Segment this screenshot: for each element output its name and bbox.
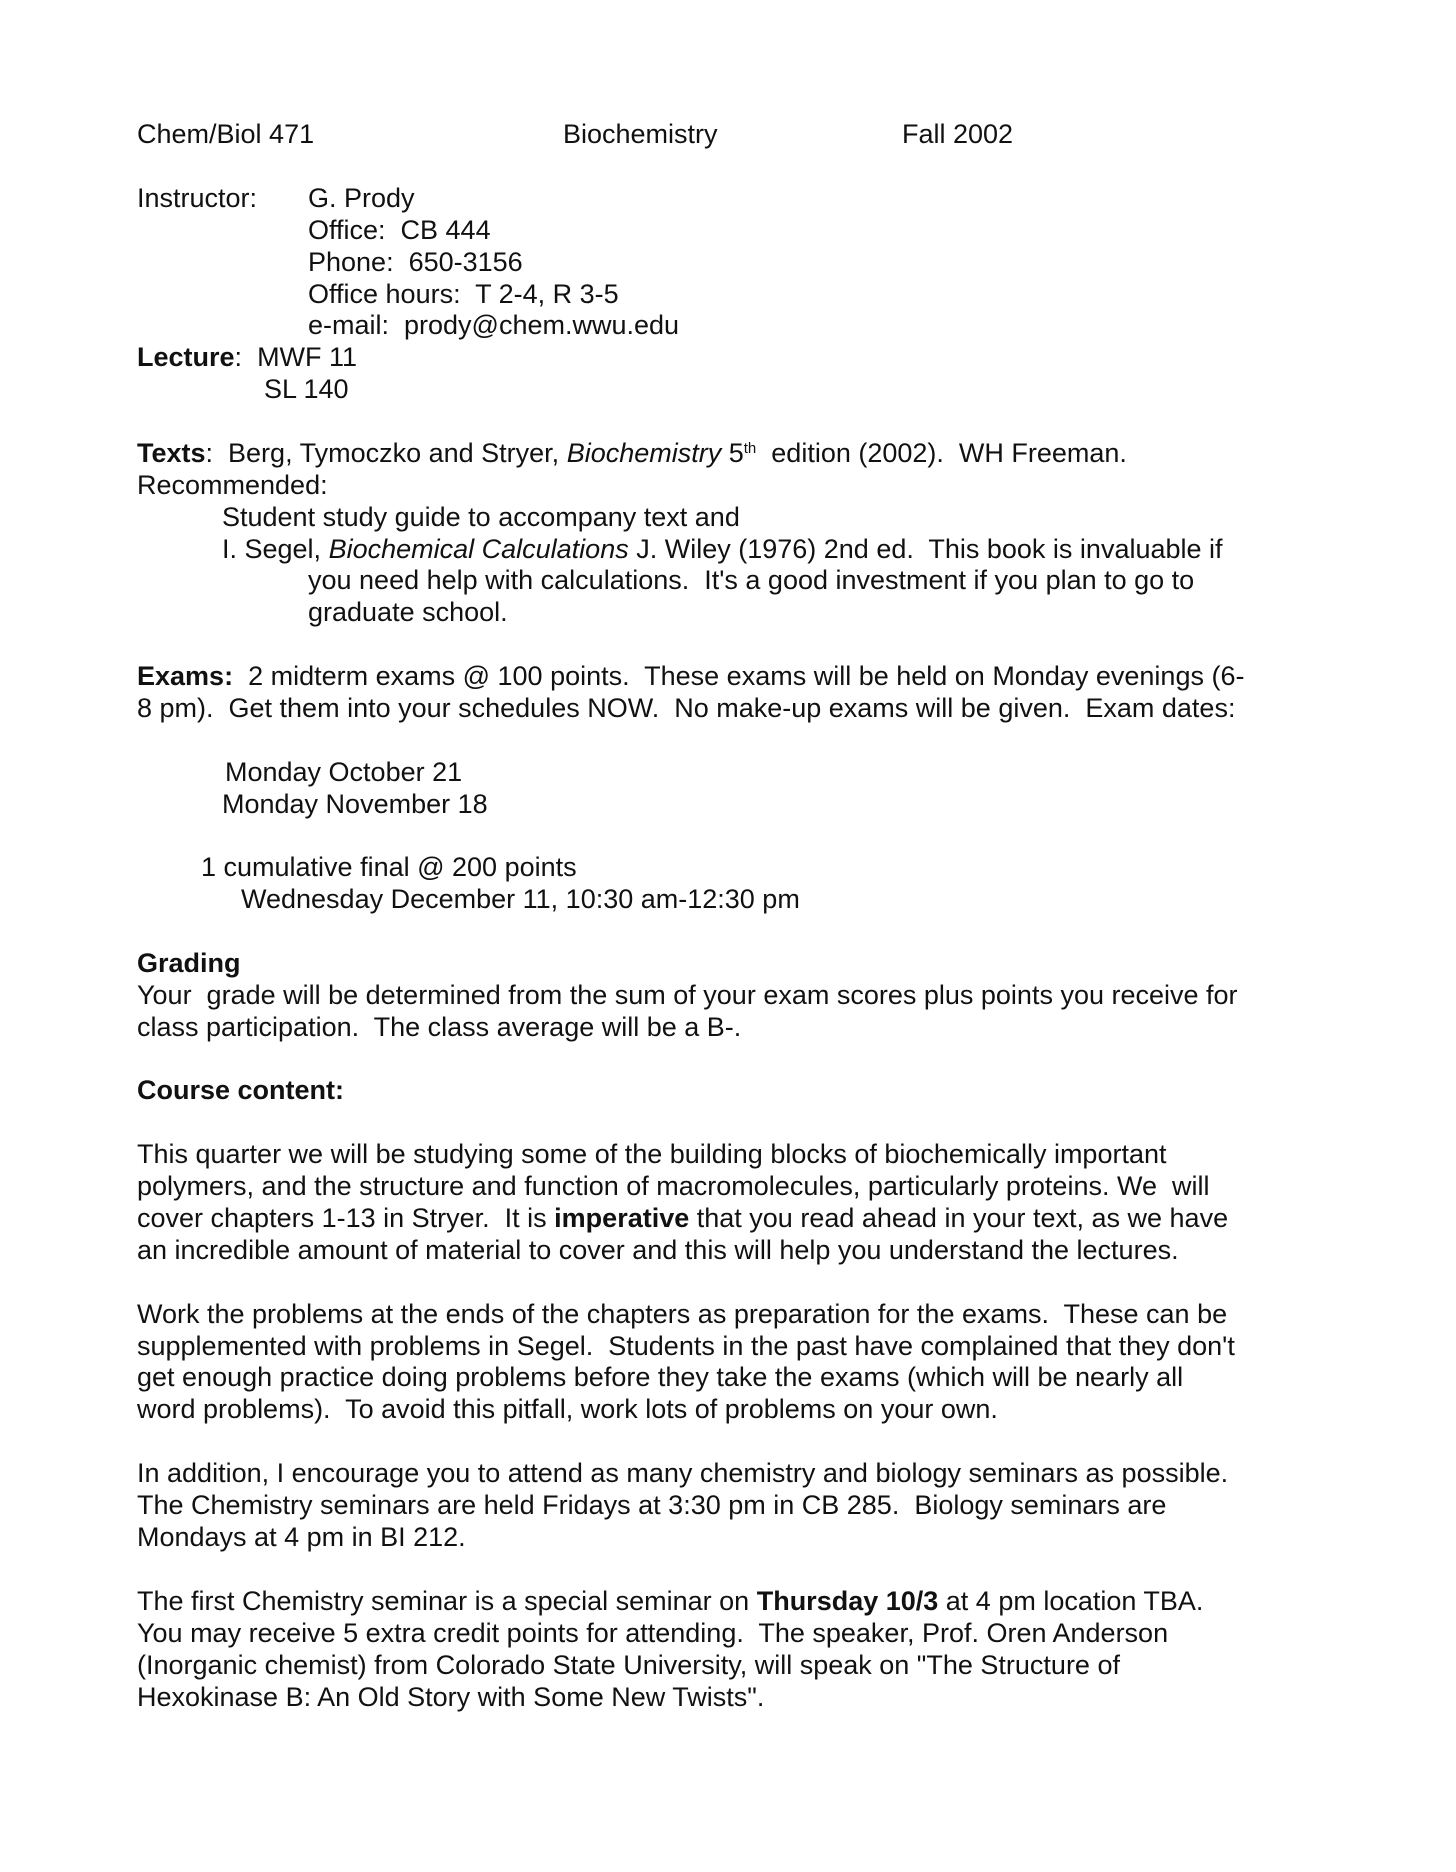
course-number: Chem/Biol 471 — [137, 119, 315, 149]
texts-authors: : Berg, Tymoczko and Stryer, — [205, 438, 567, 468]
final-exam: 1 cumulative final @ 200 points — [201, 852, 577, 882]
exam-date-1: Monday October 21 — [225, 757, 463, 787]
content-p3-line-1: In addition, I encourage you to attend as many chemistry and biology seminars as possible. — [137, 1458, 1229, 1488]
texts-edition-suffix: th — [743, 440, 757, 457]
recommended-label: Recommended: — [137, 470, 328, 500]
course-term: Fall 2002 — [902, 119, 1014, 149]
course-subject: Biochemistry — [563, 119, 718, 149]
lecture-line — [137, 341, 357, 373]
content-p4-line-4: Hexokinase B: An Old Story with Some New Twists". — [137, 1682, 765, 1712]
grading-line-2: class participation. The class average will be a B-. — [137, 1012, 742, 1042]
lecture-room: SL 140 — [264, 374, 349, 404]
exams-label: Exams: — [137, 661, 234, 691]
exams-line-2: 8 pm). Get them into your schedules NOW. No make-up exams will be given. Exam dates: — [137, 693, 1236, 723]
lecture-time: MWF 11 — [257, 342, 358, 372]
content-p1-line-1: This quarter we will be studying some of the building blocks of biochemically important — [137, 1139, 1167, 1169]
content-p2-line-1: Work the problems at the ends of the chapters as preparation for the exams. These can be — [137, 1299, 1228, 1329]
instructor-phone: Phone: 650-3156 — [308, 247, 523, 277]
content-p2-line-3: get enough practice doing problems before they take the exams (which will be nearly all — [137, 1362, 1184, 1392]
content-p3-line-3: Mondays at 4 pm in BI 212. — [137, 1522, 466, 1552]
content-p2-line-4: word problems). To avoid this pitfall, work lots of problems on your own. — [137, 1394, 998, 1424]
texts-publisher: edition (2002). WH Freeman. — [756, 438, 1127, 468]
grading-line-1: Your grade will be determined from the sum of your exam scores plus points you receive for — [137, 980, 1238, 1010]
instructor-name: G. Prody — [308, 183, 415, 213]
lecture-label: Lecture — [137, 342, 235, 372]
instructor-office: Office: CB 444 — [308, 215, 491, 245]
final-exam-date: Wednesday December 11, 10:30 am-12:30 pm — [241, 884, 800, 914]
texts-title: Biochemistry — [566, 438, 722, 468]
recommended-item-2: I. Segel, Biochemical Calculations J. Wiley (1976) 2nd ed. This book is invaluable if — [222, 534, 1223, 564]
instructor-label: Instructor: — [137, 183, 258, 213]
content-p1-line-2: polymers, and the structure and function of macromolecules, particularly proteins. We will — [137, 1171, 1210, 1201]
content-p1-line-4: an incredible amount of material to cover and this will help you understand the lectures. — [137, 1235, 1179, 1265]
instructor-hours: Office hours: T 2-4, R 3-5 — [308, 279, 619, 309]
seminar-date-emphasis: Thursday 10/3 — [756, 1586, 939, 1616]
content-p1-line-3: cover chapters 1-13 in Stryer. It is imperative that you read ahead in your text, as we have — [137, 1203, 1229, 1233]
exams-line: Exams: 2 midterm exams @ 100 points. These exams will be held on Monday evenings (6- — [137, 661, 1245, 691]
course-content-heading: Course content: — [137, 1075, 345, 1105]
texts-label: Texts — [137, 438, 206, 468]
texts-edition: 5 — [721, 438, 744, 468]
recommended-item-1: Student study guide to accompany text and — [222, 502, 740, 532]
imperative-emphasis: imperative — [554, 1203, 690, 1233]
content-p4-line-2: You may receive 5 extra credit points for attending. The speaker, Prof. Oren Anderson — [137, 1618, 1169, 1648]
lecture-colon: : — [234, 342, 258, 372]
grading-heading: Grading — [137, 948, 241, 978]
content-p2-line-2: supplemented with problems in Segel. Students in the past have complained that they don't — [137, 1331, 1235, 1361]
exam-date-2: Monday November 18 — [222, 789, 488, 819]
instructor-email: e-mail: prody@chem.wwu.edu — [308, 310, 680, 340]
segel-title: Biochemical Calculations — [328, 534, 629, 564]
content-p4-line-1: The first Chemistry seminar is a special seminar on Thursday 10/3 at 4 pm location TBA. — [137, 1586, 1204, 1616]
texts-line — [137, 437, 1127, 469]
recommended-item-2-cont2: graduate school. — [308, 597, 508, 627]
content-p4-line-3: (Inorganic chemist) from Colorado State University, will speak on "The Structure of — [137, 1650, 1120, 1680]
content-p3-line-2: The Chemistry seminars are held Fridays at 3:30 pm in CB 285. Biology seminars are — [137, 1490, 1167, 1520]
recommended-item-2-cont: you need help with calculations. It's a good investment if you plan to go to — [308, 565, 1195, 595]
